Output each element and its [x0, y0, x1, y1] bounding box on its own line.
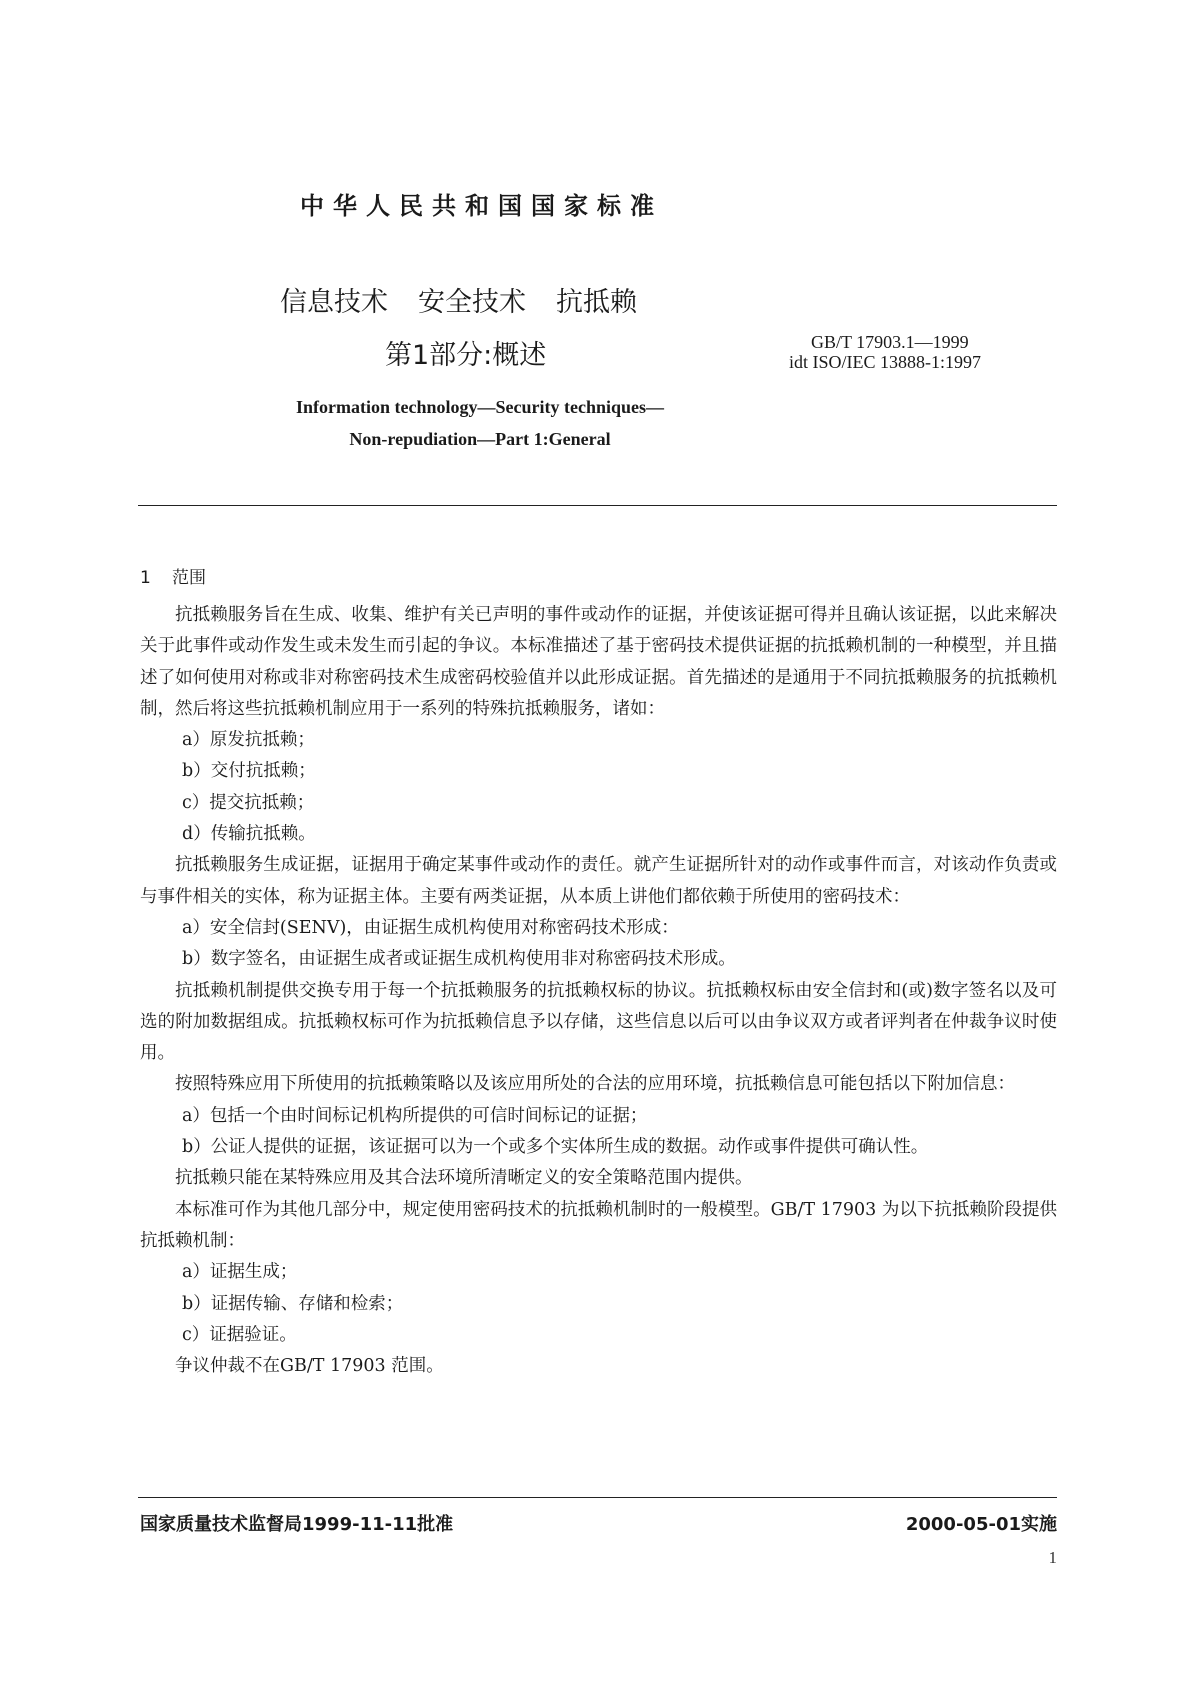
- chinese-subtitle: 第1部分:概述: [385, 340, 547, 371]
- paragraph: 抗抵赖服务旨在生成、收集、维护有关已声明的事件或动作的证据，并使该证据可得并且确认该证据，以此来解决关于此事件或动作发生或未发生而引起的争议。本标准描述了基于密码技术提供证据的抗抵赖机制的一种模型，并且描述了如何使用对称或非对称密码技术生成密码校验值并以此形成证据。首先描述的是通用于不同抗抵赖服务的抗抵赖机制，然后将这些抗抵赖机制应用于一系列的特殊抗抵赖服务，诸如：: [140, 605, 1057, 719]
- list-item: b）交付抗抵赖；: [182, 761, 316, 782]
- list-item: b）证据传输、存储和检索；: [182, 1293, 404, 1314]
- national-standard-header: 中华人民共和国国家标准: [300, 192, 663, 220]
- list-item: c）提交抗抵赖；: [182, 792, 315, 813]
- english-title: [270, 391, 690, 455]
- list-item: c）证据验证。: [182, 1324, 297, 1345]
- section-number: 1: [140, 568, 151, 588]
- standard-code-iso: idt ISO/IEC 13888-1:1997: [789, 352, 981, 372]
- title-part-2: 安全技术: [418, 287, 526, 318]
- top-divider: [138, 505, 1057, 506]
- page-number: 1: [1048, 1548, 1057, 1567]
- list-item: b）公证人提供的证据，该证据可以为一个或多个实体所生成的数据。动作或事件提供可确认性。: [182, 1137, 929, 1158]
- body-text: [140, 600, 1057, 1382]
- paragraph: 争议仲裁不在GB/T 17903 范围。: [175, 1356, 444, 1377]
- standard-code: [789, 332, 981, 372]
- title-part-3: 抗抵赖: [556, 287, 637, 318]
- bottom-divider: [138, 1497, 1057, 1498]
- paragraph: 抗抵赖服务生成证据，证据用于确定某事件或动作的责任。就产生证据所针对的动作或事件而言，对该动作负责或与事件相关的实体，称为证据主体。主要有两类证据，从本质上讲他们都依赖于所使用的密码技术：: [140, 855, 1057, 907]
- list-item: a）包括一个由时间标记机构所提供的可信时间标记的证据；: [182, 1105, 648, 1126]
- paragraph: 按照特殊应用下所使用的抗抵赖策略以及该应用所处的合法的应用环境，抗抵赖信息可能包括以下附加信息：: [175, 1074, 1015, 1095]
- list-item: d）传输抗抵赖。: [182, 824, 316, 845]
- section-heading: [140, 563, 206, 588]
- english-title-line-1: Information technology—Security techniques—: [296, 397, 664, 417]
- list-item: a）原发抗抵赖；: [182, 730, 315, 751]
- paragraph: 本标准可作为其他几部分中，规定使用密码技术的抗抵赖机制时的一般模型。GB/T 17903 为以下抗抵赖阶段提供抗抵赖机制：: [140, 1199, 1057, 1251]
- list-item: b）数字签名，由证据生成者或证据生成机构使用非对称密码技术形成。: [182, 949, 736, 970]
- paragraph: 抗抵赖机制提供交换专用于每一个抗抵赖服务的抗抵赖权标的协议。抗抵赖权标由安全信封和(或)数字签名以及可选的附加数据组成。抗抵赖权标可作为抗抵赖信息予以存储，这些信息以后可以由争议双方或者评判者在仲裁争议时使用。: [140, 980, 1057, 1064]
- section-title: 范围: [172, 568, 206, 588]
- effective-date: 2000-05-01实施: [905, 1514, 1057, 1535]
- standard-code-gb: GB/T 17903.1—1999: [811, 332, 969, 352]
- approval-note: 国家质量技术监督局1999-11-11批准: [140, 1514, 454, 1535]
- title-part-1: 信息技术: [280, 287, 388, 318]
- paragraph: 抗抵赖只能在某特殊应用及其合法环境所清晰定义的安全策略范围内提供。: [175, 1168, 753, 1189]
- english-title-line-2: Non-repudiation—Part 1:General: [349, 429, 611, 449]
- chinese-title: [280, 280, 637, 319]
- list-item: a）证据生成；: [182, 1262, 298, 1283]
- list-item: a）安全信封(SENV)，由证据生成机构使用对称密码技术形成：: [182, 917, 679, 938]
